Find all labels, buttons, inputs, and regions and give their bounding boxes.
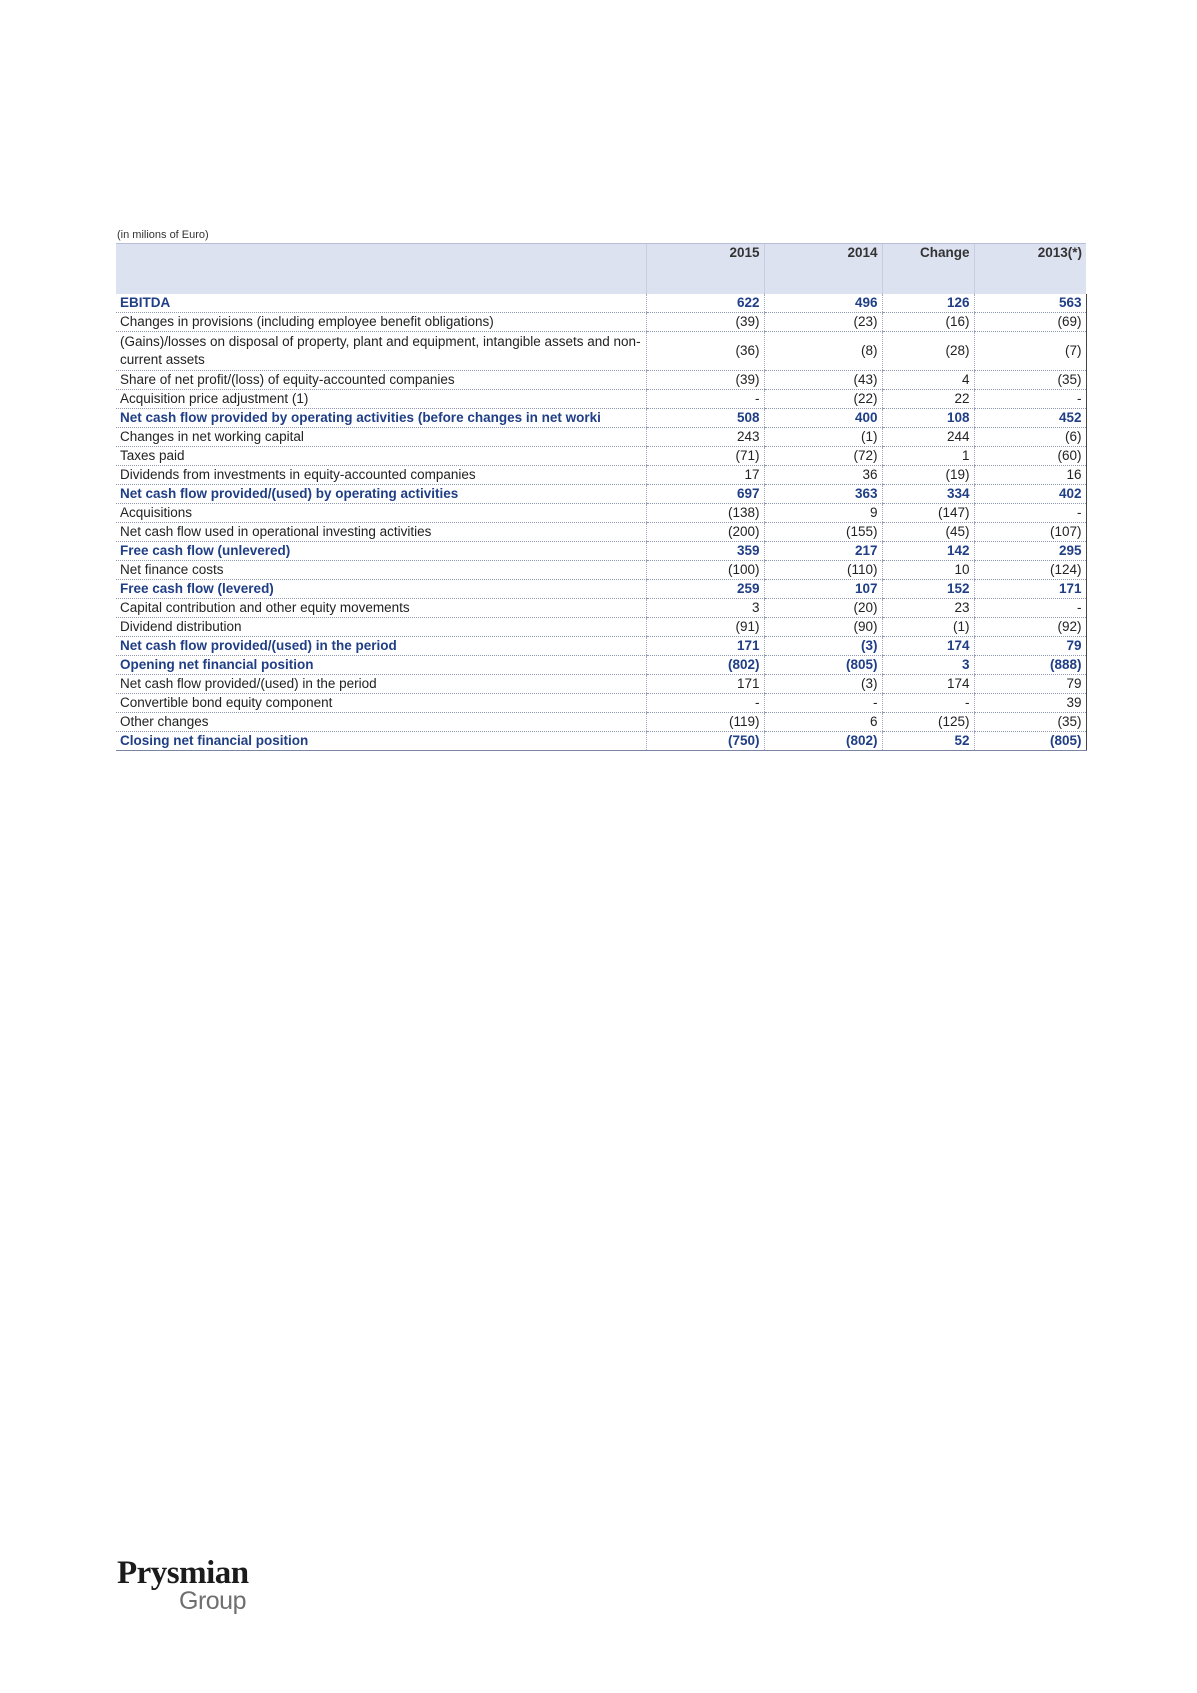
row-label: Convertible bond equity component bbox=[116, 694, 646, 713]
value-change: 52 bbox=[882, 732, 974, 751]
value-2013: (92) bbox=[974, 618, 1086, 637]
value-2013: 295 bbox=[974, 542, 1086, 561]
value-2014: (22) bbox=[764, 390, 882, 409]
value-2014: 36 bbox=[764, 466, 882, 485]
header-change: Change bbox=[882, 244, 974, 295]
row-label: Acquisitions bbox=[116, 504, 646, 523]
value-2014: 107 bbox=[764, 580, 882, 599]
row-label: Opening net financial position bbox=[116, 656, 646, 675]
value-2014: 400 bbox=[764, 409, 882, 428]
value-change: 152 bbox=[882, 580, 974, 599]
row-label: Dividend distribution bbox=[116, 618, 646, 637]
value-2014: (90) bbox=[764, 618, 882, 637]
value-change: 1 bbox=[882, 447, 974, 466]
value-2015: (71) bbox=[646, 447, 764, 466]
value-2013: 79 bbox=[974, 675, 1086, 694]
table-row bbox=[116, 390, 1086, 409]
header-2013: 2013(*) bbox=[974, 244, 1086, 295]
value-change: (16) bbox=[882, 313, 974, 332]
value-2013: (888) bbox=[974, 656, 1086, 675]
value-2014: 217 bbox=[764, 542, 882, 561]
value-2015: 171 bbox=[646, 675, 764, 694]
value-2015: (200) bbox=[646, 523, 764, 542]
value-2013: (7) bbox=[974, 332, 1086, 371]
value-2013: 39 bbox=[974, 694, 1086, 713]
row-label: Closing net financial position bbox=[116, 732, 646, 751]
value-2014: 363 bbox=[764, 485, 882, 504]
value-change: 244 bbox=[882, 428, 974, 447]
value-2013: - bbox=[974, 390, 1086, 409]
row-label: (Gains)/losses on disposal of property, plant and equipment, intangible assets and non-current assets bbox=[116, 332, 646, 371]
value-change: 4 bbox=[882, 371, 974, 390]
table-header-row bbox=[116, 244, 1086, 295]
logo-group: Group bbox=[179, 1587, 246, 1615]
prysmian-group-logo bbox=[117, 1555, 267, 1625]
value-2015: (91) bbox=[646, 618, 764, 637]
value-2014: - bbox=[764, 694, 882, 713]
value-2015: 259 bbox=[646, 580, 764, 599]
value-2013: (107) bbox=[974, 523, 1086, 542]
value-2015: (36) bbox=[646, 332, 764, 371]
value-2015: 508 bbox=[646, 409, 764, 428]
table-row bbox=[116, 713, 1086, 732]
value-2013: - bbox=[974, 599, 1086, 618]
header-2014: 2014 bbox=[764, 244, 882, 295]
value-2015: (802) bbox=[646, 656, 764, 675]
value-change: 174 bbox=[882, 637, 974, 656]
row-label: Dividends from investments in equity-accounted companies bbox=[116, 466, 646, 485]
table-row bbox=[116, 618, 1086, 637]
value-2015: - bbox=[646, 694, 764, 713]
value-change: 126 bbox=[882, 294, 974, 313]
table-row bbox=[116, 675, 1086, 694]
value-2015: 243 bbox=[646, 428, 764, 447]
table-row bbox=[116, 694, 1086, 713]
value-change: 10 bbox=[882, 561, 974, 580]
row-label: Free cash flow (unlevered) bbox=[116, 542, 646, 561]
row-label: Changes in net working capital bbox=[116, 428, 646, 447]
logo-brand: Prysmian bbox=[117, 1555, 249, 1591]
value-2013: 452 bbox=[974, 409, 1086, 428]
value-2013: (6) bbox=[974, 428, 1086, 447]
value-2015: (39) bbox=[646, 313, 764, 332]
value-2015: - bbox=[646, 390, 764, 409]
value-2014: (20) bbox=[764, 599, 882, 618]
value-2014: (110) bbox=[764, 561, 882, 580]
row-label: Acquisition price adjustment (1) bbox=[116, 390, 646, 409]
cash-flow-table bbox=[116, 243, 1087, 751]
value-2013: 402 bbox=[974, 485, 1086, 504]
row-label: Net finance costs bbox=[116, 561, 646, 580]
row-label: Net cash flow provided/(used) by operating activities bbox=[116, 485, 646, 504]
header-label-cell bbox=[116, 244, 646, 295]
value-2013: 79 bbox=[974, 637, 1086, 656]
value-change: (147) bbox=[882, 504, 974, 523]
value-change: 174 bbox=[882, 675, 974, 694]
table-row bbox=[116, 561, 1086, 580]
value-2014: (72) bbox=[764, 447, 882, 466]
value-2015: (138) bbox=[646, 504, 764, 523]
value-2014: (8) bbox=[764, 332, 882, 371]
value-2015: 697 bbox=[646, 485, 764, 504]
table-row bbox=[116, 332, 1086, 371]
row-label: Net cash flow provided/(used) in the period bbox=[116, 675, 646, 694]
row-label: Changes in provisions (including employee benefit obligations) bbox=[116, 313, 646, 332]
value-2013: 171 bbox=[974, 580, 1086, 599]
row-label: Other changes bbox=[116, 713, 646, 732]
row-label: EBITDA bbox=[116, 294, 646, 313]
value-2013: (124) bbox=[974, 561, 1086, 580]
value-2014: (43) bbox=[764, 371, 882, 390]
row-label: Share of net profit/(loss) of equity-accounted companies bbox=[116, 371, 646, 390]
row-label: Taxes paid bbox=[116, 447, 646, 466]
table-row bbox=[116, 542, 1086, 561]
value-change: (45) bbox=[882, 523, 974, 542]
value-2014: (23) bbox=[764, 313, 882, 332]
value-2015: (119) bbox=[646, 713, 764, 732]
value-change: 108 bbox=[882, 409, 974, 428]
value-2013: (35) bbox=[974, 713, 1086, 732]
value-2015: (100) bbox=[646, 561, 764, 580]
table-row bbox=[116, 580, 1086, 599]
table-row bbox=[116, 656, 1086, 675]
value-change: (1) bbox=[882, 618, 974, 637]
table-row bbox=[116, 466, 1086, 485]
units-note: (in milions of Euro) bbox=[117, 229, 209, 241]
row-label: Capital contribution and other equity movements bbox=[116, 599, 646, 618]
value-2015: 3 bbox=[646, 599, 764, 618]
value-2015: 359 bbox=[646, 542, 764, 561]
table-row bbox=[116, 447, 1086, 466]
row-label: Net cash flow provided by operating activities (before changes in net worki bbox=[116, 409, 646, 428]
value-2013: (805) bbox=[974, 732, 1086, 751]
table-row bbox=[116, 599, 1086, 618]
table-row bbox=[116, 294, 1086, 313]
value-2014: (1) bbox=[764, 428, 882, 447]
table-row bbox=[116, 485, 1086, 504]
table-row bbox=[116, 523, 1086, 542]
value-change: (125) bbox=[882, 713, 974, 732]
value-2014: (3) bbox=[764, 675, 882, 694]
value-change: 3 bbox=[882, 656, 974, 675]
value-2015: 17 bbox=[646, 466, 764, 485]
table-row bbox=[116, 371, 1086, 390]
value-2013: 563 bbox=[974, 294, 1086, 313]
value-change: 334 bbox=[882, 485, 974, 504]
value-change: 23 bbox=[882, 599, 974, 618]
value-2014: (805) bbox=[764, 656, 882, 675]
table-row bbox=[116, 637, 1086, 656]
value-2014: 9 bbox=[764, 504, 882, 523]
table-row bbox=[116, 732, 1086, 751]
value-2013: 16 bbox=[974, 466, 1086, 485]
value-change: 142 bbox=[882, 542, 974, 561]
value-2014: 496 bbox=[764, 294, 882, 313]
value-2014: (802) bbox=[764, 732, 882, 751]
value-2013: (60) bbox=[974, 447, 1086, 466]
row-label: Net cash flow used in operational investing activities bbox=[116, 523, 646, 542]
value-2014: 6 bbox=[764, 713, 882, 732]
header-2015: 2015 bbox=[646, 244, 764, 295]
value-2015: (750) bbox=[646, 732, 764, 751]
value-2014: (3) bbox=[764, 637, 882, 656]
value-change: 22 bbox=[882, 390, 974, 409]
value-change: (28) bbox=[882, 332, 974, 371]
table-row bbox=[116, 409, 1086, 428]
value-2013: (69) bbox=[974, 313, 1086, 332]
row-label: Net cash flow provided/(used) in the period bbox=[116, 637, 646, 656]
value-2015: 171 bbox=[646, 637, 764, 656]
value-2014: (155) bbox=[764, 523, 882, 542]
value-2015: (39) bbox=[646, 371, 764, 390]
value-change: - bbox=[882, 694, 974, 713]
table-row bbox=[116, 504, 1086, 523]
row-label: Free cash flow (levered) bbox=[116, 580, 646, 599]
table-row bbox=[116, 428, 1086, 447]
table-body bbox=[116, 294, 1086, 751]
value-2013: (35) bbox=[974, 371, 1086, 390]
value-2013: - bbox=[974, 504, 1086, 523]
table-row bbox=[116, 313, 1086, 332]
value-2015: 622 bbox=[646, 294, 764, 313]
value-change: (19) bbox=[882, 466, 974, 485]
